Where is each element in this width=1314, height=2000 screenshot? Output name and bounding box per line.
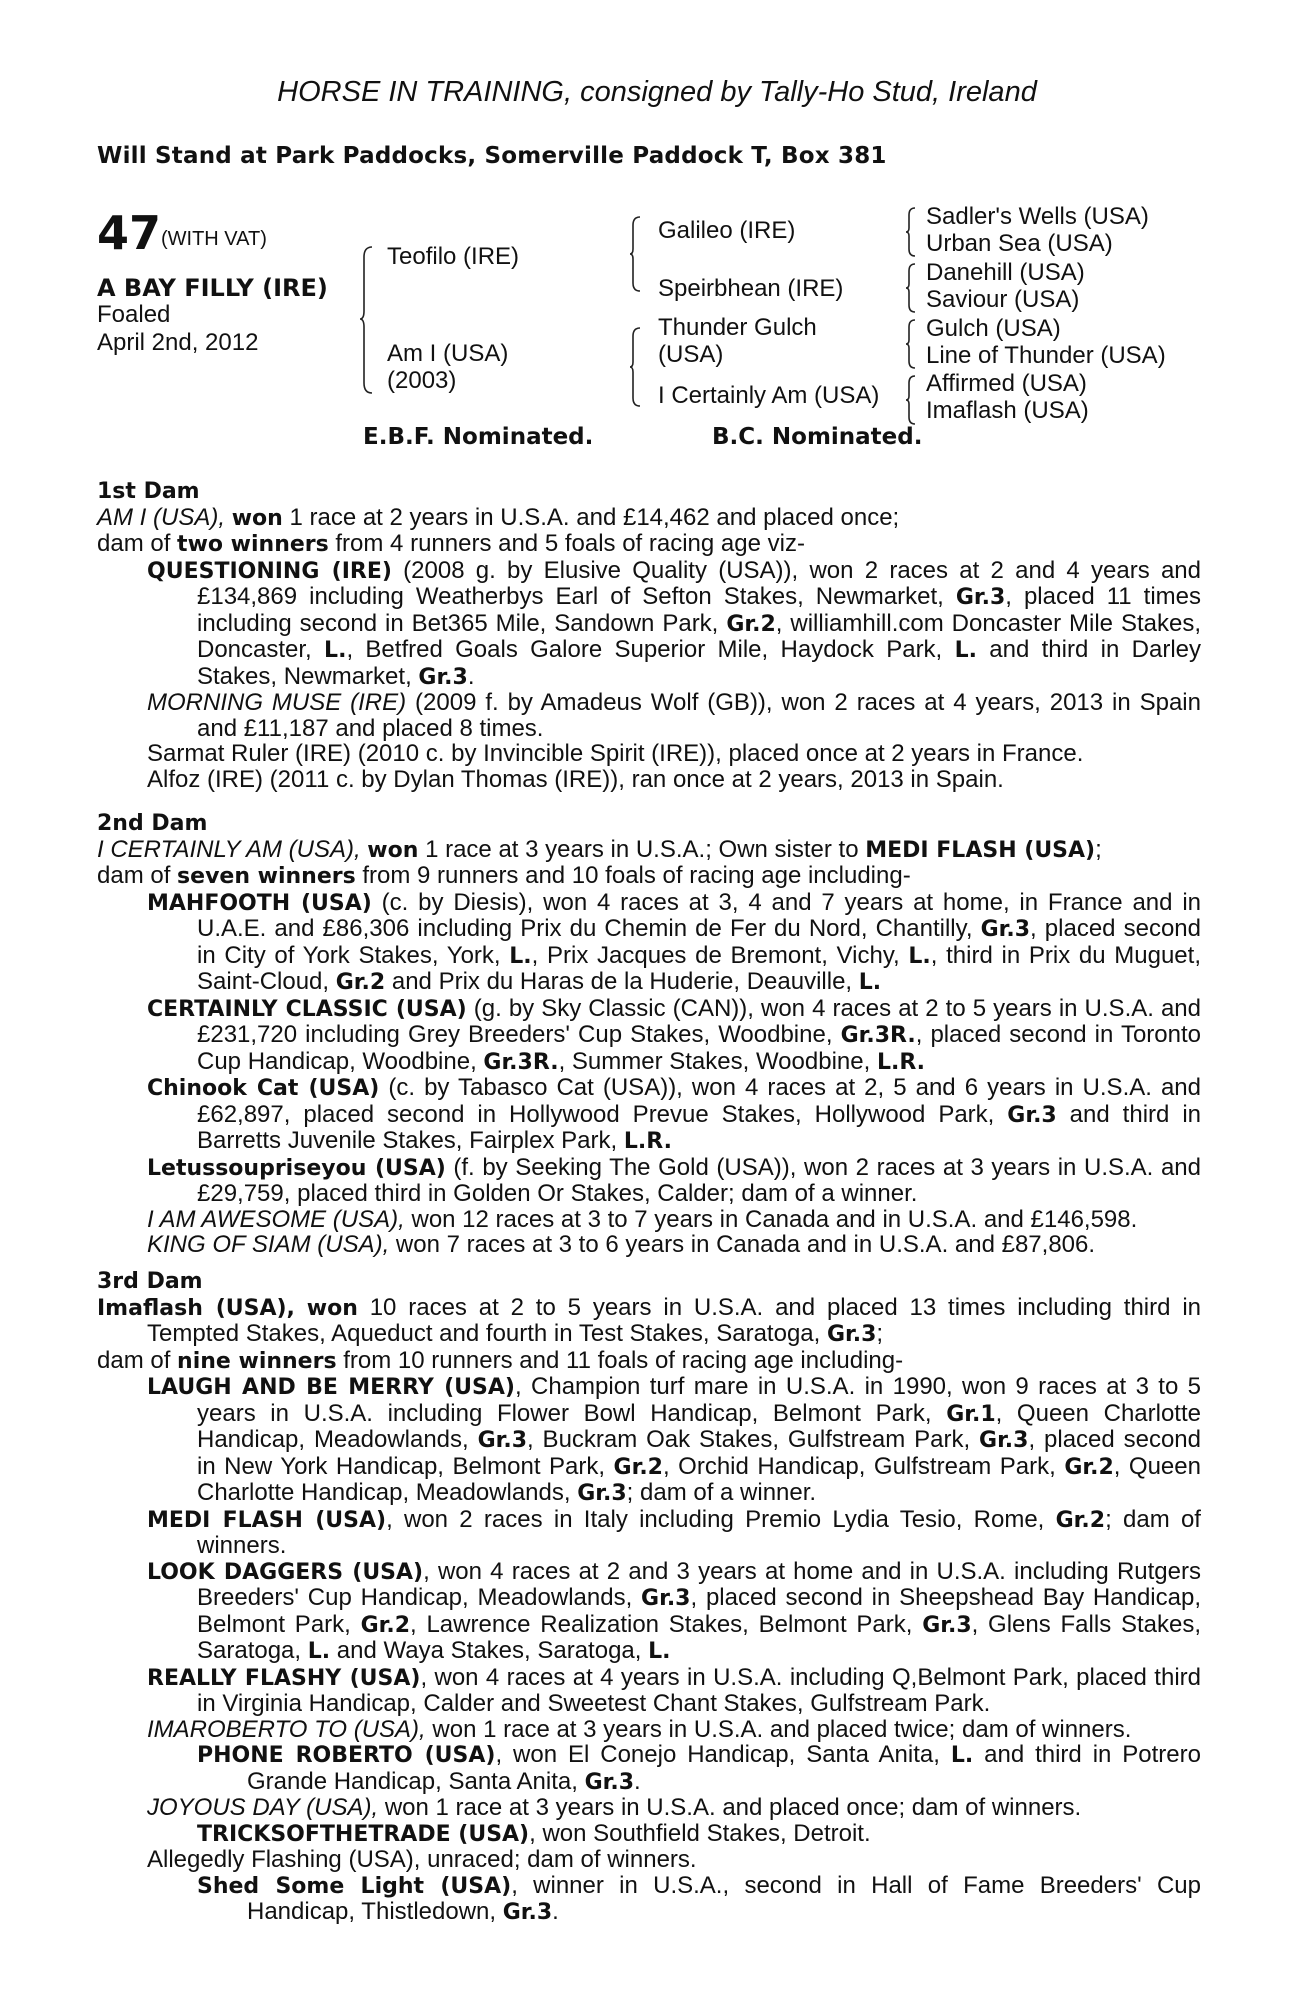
race-grade: Gr.3: [584, 1769, 634, 1795]
second-dam-record-end: ;: [1095, 835, 1102, 863]
race-grade: Gr.3: [826, 1322, 877, 1347]
progeny-text: , Glens Falls Stakes, Saratoga,: [197, 1610, 1201, 1664]
race-grade: Gr.3R.: [840, 1023, 916, 1048]
progeny-name: LOOK DAGGERS (USA): [147, 1559, 424, 1585]
second-dam-intro: [97, 837, 1201, 864]
pedigree-g3-3: Danehill (USA): [926, 259, 1085, 286]
second-dam-produce: [97, 863, 1201, 890]
progeny-text: , won El Conejo Handicap, Santa Anita,: [495, 1741, 951, 1768]
progeny-name: IMAROBERTO TO (USA),: [147, 1715, 426, 1743]
race-grade: Gr.3: [980, 917, 1031, 942]
first-dam-heading: 1st Dam: [97, 479, 200, 504]
pedigree-sire: Teofilo (IRE): [387, 243, 520, 270]
pedigree-bracket-g4: [906, 374, 920, 426]
progeny-name: I AM AWESOME (USA),: [147, 1205, 405, 1233]
race-grade: Gr.3: [502, 1900, 553, 1925]
pedigree-sire-dam: Speirbhean (IRE): [658, 275, 844, 302]
race-grade: L.: [950, 1743, 974, 1768]
progeny-text: , won 4 races at 2 and 3 years at home and in U.S.A. including Rutgers Breeders' Cup Handicap, Meadowlands,: [197, 1557, 1201, 1611]
first-dam-winners-count: two winners: [177, 532, 329, 557]
third-dam-progeny-1: [97, 1374, 1201, 1507]
pedigree-dam: [387, 340, 508, 394]
race-grade: Gr.2: [360, 1612, 411, 1638]
first-dam-intro: [97, 505, 1201, 532]
race-grade: L.: [908, 943, 931, 969]
pedigree-bracket-g1: [906, 206, 920, 258]
progeny-name: Chinook Cat (USA): [147, 1076, 380, 1101]
race-grade: Gr.3: [477, 1428, 528, 1453]
progeny-text: , Summer Stakes, Woodbine,: [558, 1047, 877, 1075]
race-grade: L.R.: [623, 1129, 672, 1154]
progeny-text: , placed second in Toronto Cup Handicap, Woodbine,: [197, 1021, 1202, 1075]
pedigree-bracket-gen1: [360, 245, 380, 395]
race-grade: L.: [954, 638, 977, 663]
progeny-text: , placed second in New York Handicap, Belmont Park,: [197, 1426, 1201, 1480]
second-dam-produce-prefix: dam of: [97, 862, 178, 889]
progeny-text: , Buckram Oak Stakes, Gulfstream Park,: [527, 1426, 980, 1453]
race-grade: Gr.3: [955, 585, 1006, 610]
race-grade: Gr.3: [577, 1481, 627, 1506]
foaled-info: [97, 301, 258, 357]
pedigree-g3-6: Line of Thunder (USA): [926, 342, 1166, 369]
progeny-text: won 1 race at 3 years in U.S.A. and placed once; dam of winners.: [378, 1794, 1082, 1821]
pedigree-g3-4: Saviour (USA): [926, 286, 1080, 313]
first-dam-progeny-2: [97, 690, 1201, 741]
second-dam-produce-rest: from 9 runners and 10 foals of racing age including-: [355, 862, 911, 889]
progeny-name: Shed Some Light (USA): [197, 1873, 512, 1899]
progeny-text: won 7 races at 3 to 6 years in Canada and in U.S.A. and £87,806.: [389, 1231, 1096, 1258]
third-dam-progeny-3: [97, 1559, 1201, 1665]
race-grade: Gr.3R.: [483, 1049, 559, 1075]
pedigree-g3-2: Urban Sea (USA): [926, 230, 1113, 257]
progeny-text: , Prix Jacques de Bremont, Vichy,: [531, 941, 909, 969]
progeny-text: , Champion turf mare in U.S.A. in 1990, won 9 races at 3 to 5 years in U.S.A. including Flower Bowl Handicap, Belmont Park,: [197, 1373, 1201, 1427]
pedigree-g3-5: Gulch (USA): [926, 315, 1061, 342]
pedigree-g3-1: Sadler's Wells (USA): [926, 203, 1149, 230]
second-dam-sister: MEDI FLASH (USA): [865, 837, 1096, 863]
progeny-text: , third in Prix du Muguet, Saint-Cloud,: [197, 941, 1201, 995]
race-grade: L.: [858, 970, 882, 995]
progeny-name: QUESTIONING (IRE): [147, 558, 392, 584]
second-dam-progeny-4: [97, 1155, 1201, 1207]
progeny-text: ; dam of winners.: [197, 1505, 1201, 1559]
pedigree-bracket-sire: [630, 215, 646, 293]
progeny-text: .: [467, 662, 475, 690]
progeny-text: , won Southfield Stakes, Detroit.: [529, 1819, 871, 1847]
third-dam-won: won: [306, 1295, 358, 1321]
pedigree-dam-sire-country: (USA): [658, 341, 724, 368]
second-dam-name: I CERTAINLY AM (USA),: [97, 835, 361, 863]
race-grade: L.R.: [876, 1049, 926, 1075]
pedigree-dam-dam: I Certainly Am (USA): [658, 382, 880, 409]
progeny-name: JOYOUS DAY (USA),: [147, 1794, 379, 1821]
pedigree-sire-sire: Galileo (IRE): [658, 217, 796, 244]
third-dam-intro: [97, 1295, 1201, 1348]
third-dam-record: 10 races at 2 to 5 years in U.S.A. and placed 13 times including third in Tempted Stakes, Aqueduct and fourth in Test Stakes, Saratoga,: [147, 1293, 1201, 1347]
progeny-text: , won 2 races in Italy including Premio Lydia Tesio, Rome,: [386, 1505, 1056, 1533]
third-dam-name: Imaflash (USA),: [97, 1295, 295, 1321]
pedigree-dam-name: Am I (USA): [387, 340, 509, 367]
progeny-text: , placed second in Sheepshead Bay Handicap, Belmont Park,: [197, 1584, 1201, 1638]
progeny-text: (c. by Diesis), won 4 races at 3, 4 and 7 years at home, in France and in U.A.E. and £86,306 including Prix du Chemin de Fer du Nord, Chantilly,: [197, 888, 1201, 942]
progeny-name: MAHFOOTH (USA): [147, 890, 372, 916]
progeny-text: , Lawrence Realization Stakes, Belmont Park,: [410, 1610, 923, 1638]
first-dam-progeny-3: Sarmat Ruler (IRE) (2010 c. by Invincible Spirit (IRE)), placed once at 2 years in France.: [147, 740, 1084, 767]
first-dam-produce: [97, 531, 1201, 558]
progeny-text: (f. by Seeking The Gold (USA)), won 2 races at 3 years in U.S.A. and £29,759, placed third in Golden Or Stakes, Calder; dam of a winner.: [197, 1153, 1201, 1207]
lot-description: A BAY FILLY (IRE): [97, 274, 328, 302]
second-dam-progeny-2: [97, 996, 1201, 1076]
vat-note: (WITH VAT): [161, 228, 267, 250]
ebf-nomination: E.B.F. Nominated.: [363, 424, 594, 450]
third-dam-produce-prefix: dam of: [97, 1346, 178, 1374]
race-grade: Gr.2: [1064, 1454, 1114, 1480]
progeny-text: (g. by Sky Classic (CAN)), won 4 races at 2 to 5 years in U.S.A. and £231,720 including Grey Breeders' Cup Stakes, Woodbine,: [197, 994, 1201, 1048]
second-dam-progeny-5: [97, 1207, 1201, 1233]
pedigree-bracket-g3: [906, 318, 920, 370]
progeny-name: TRICKSOFTHETRADE (USA): [197, 1821, 530, 1847]
progeny-name: PHONE ROBERTO (USA): [197, 1743, 496, 1768]
pedigree-dam-year: (2003): [387, 367, 457, 394]
progeny-text: , placed second in City of York Stakes, York,: [197, 915, 1201, 969]
race-grade: Gr.2: [613, 1454, 663, 1480]
race-grade: Gr.3: [1007, 1102, 1057, 1128]
pedigree-dam-sire-name: Thunder Gulch: [658, 314, 817, 341]
third-dam-progeny-2: [97, 1507, 1201, 1559]
foaled-label: Foaled: [97, 301, 171, 328]
pedigree-dam-sire: [658, 314, 817, 368]
bc-nomination: B.C. Nominated.: [712, 424, 923, 450]
progeny-text: won 12 races at 3 to 7 years in Canada and in U.S.A. and £146,598.: [404, 1205, 1138, 1233]
progeny-text: and Prix du Haras de la Huderie, Deauville,: [385, 968, 859, 995]
second-dam-winners-count: seven winners: [177, 864, 356, 889]
third-dam-produce-rest: from 10 runners and 11 foals of racing age including-: [336, 1346, 904, 1374]
race-grade: Gr.1: [946, 1401, 996, 1427]
progeny-text: and third in Potrero Grande Handicap, Santa Anita,: [247, 1741, 1201, 1795]
first-dam-won: won: [231, 505, 283, 531]
race-grade: Gr.3: [641, 1586, 691, 1611]
second-dam-progeny-1: [97, 890, 1201, 996]
progeny-text: won 1 race at 3 years in U.S.A. and placed twice; dam of winners.: [425, 1715, 1132, 1743]
first-dam-progeny-1: [97, 558, 1201, 691]
progeny-text: , Betfred Goals Galore Superior Mile, Haydock Park,: [346, 636, 955, 663]
progeny-name: LAUGH AND BE MERRY (USA): [147, 1375, 515, 1400]
progeny-text: , williamhill.com Doncaster Mile Stakes, Doncaster,: [197, 609, 1202, 663]
third-dam-progeny-7: Allegedly Flashing (USA), unraced; dam of winners.: [147, 1846, 697, 1873]
progeny-text: , won 4 races at 4 years in U.S.A. including Q,Belmont Park, placed third in Virginia Handicap, Calder and Sweetest Chant Stakes, Gulfstream Park.: [197, 1663, 1201, 1717]
third-dam-winners-count: nine winners: [177, 1348, 337, 1374]
progeny-text: and third in Barretts Juvenile Stakes, Fairplex Park,: [197, 1100, 1201, 1154]
progeny-text: (2008 g. by Elusive Quality (USA)), won 2 races at 2 and 4 years and £134,869 including Weatherbys Earl of Sefton Stakes, Newmarket,: [197, 556, 1201, 610]
first-dam-produce-rest: from 4 runners and 5 foals of racing age viz-: [328, 530, 805, 557]
progeny-name: MORNING MUSE (IRE): [147, 689, 407, 716]
progeny-text: , Queen Charlotte Handicap, Meadowlands,: [197, 1452, 1201, 1506]
lot-number: 47: [97, 206, 162, 260]
pedigree-bracket-g2: [906, 262, 920, 314]
progeny-text: , Orchid Handicap, Gulfstream Park,: [662, 1452, 1065, 1480]
first-dam-produce-prefix: dam of: [97, 530, 178, 557]
race-grade: L.: [307, 1639, 331, 1664]
third-dam-progeny-4: [97, 1665, 1201, 1717]
second-dam-heading: 2nd Dam: [97, 811, 208, 836]
third-dam-produce: [97, 1348, 1201, 1375]
third-dam-grandprogeny-1: [97, 1742, 1201, 1795]
foaled-date: April 2nd, 2012: [97, 329, 259, 356]
pedigree-g3-7: Affirmed (USA): [926, 370, 1087, 397]
stand-location: Will Stand at Park Paddocks, Somerville Paddock T, Box 381: [97, 143, 887, 169]
progeny-text: , Queen Charlotte Handicap, Meadowlands,: [197, 1399, 1201, 1453]
race-grade: Gr.3: [418, 664, 468, 690]
progeny-name: MEDI FLASH (USA): [147, 1507, 387, 1533]
progeny-name: Letussoupriseyou (USA): [147, 1155, 446, 1181]
race-grade: Gr.2: [335, 970, 386, 995]
third-dam-grandprogeny-2: [97, 1821, 1201, 1848]
second-dam-progeny-6: [97, 1232, 1201, 1258]
third-dam-record-end: ;: [876, 1320, 884, 1347]
race-grade: L.: [509, 943, 532, 969]
progeny-text: and third in Darley Stakes, Newmarket,: [197, 636, 1201, 690]
race-grade: Gr.2: [1055, 1507, 1106, 1533]
progeny-text: .: [634, 1767, 641, 1795]
race-grade: Gr.3: [979, 1428, 1029, 1453]
first-dam-progeny-4: Alfoz (IRE) (2011 c. by Dylan Thomas (IRE)), ran once at 2 years, 2013 in Spain.: [147, 765, 1004, 793]
second-dam-section: [97, 811, 1201, 1258]
progeny-text: , winner in U.S.A., second in Hall of Fame Breeders' Cup Handicap, Thistledown,: [247, 1871, 1202, 1925]
race-grade: L.: [648, 1639, 671, 1664]
race-grade: Gr.3: [922, 1612, 972, 1638]
first-dam-record: 1 race at 2 years in U.S.A. and £14,462 and placed once;: [282, 503, 900, 531]
third-dam-grandprogeny-3: [97, 1873, 1201, 1926]
race-grade: Gr.2: [726, 611, 776, 637]
progeny-text: (c. by Tabasco Cat (USA)), won 4 races at 2, 5 and 6 years in U.S.A. and £62,897, placed second in Hollywood Prevue Stakes, Hollywood Park,: [197, 1074, 1201, 1128]
third-dam-section: [97, 1269, 1201, 1926]
progeny-name: CERTAINLY CLASSIC (USA): [147, 996, 467, 1022]
first-dam-name: AM I (USA),: [97, 503, 226, 531]
third-dam-progeny-5: [97, 1717, 1201, 1743]
race-grade: L.: [324, 638, 347, 663]
progeny-text: and Waya Stakes, Saratoga,: [330, 1637, 649, 1664]
pedigree-g3-8: Imaflash (USA): [926, 397, 1089, 424]
third-dam-heading: 3rd Dam: [97, 1269, 203, 1294]
progeny-text: .: [552, 1898, 559, 1925]
first-dam-section: [97, 479, 1201, 792]
progeny-name: REALLY FLASHY (USA): [147, 1665, 421, 1691]
progeny-text: (2009 f. by Amadeus Wolf (GB)), won 2 races at 4 years, 2013 in Spain and £11,187 and placed 8 times.: [197, 689, 1201, 742]
progeny-text: , placed 11 times including second in Bet365 Mile, Sandown Park,: [197, 583, 1201, 637]
catalogue-header: HORSE IN TRAINING, consigned by Tally-Ho Stud, Ireland: [277, 76, 1037, 108]
progeny-name: KING OF SIAM (USA),: [147, 1231, 390, 1258]
progeny-text: ; dam of a winner.: [626, 1479, 817, 1506]
second-dam-record: 1 race at 3 years in U.S.A.; Own sister to: [418, 835, 866, 863]
third-dam-progeny-6: [97, 1795, 1201, 1821]
second-dam-progeny-3: [97, 1075, 1201, 1155]
second-dam-won: won: [367, 837, 419, 863]
pedigree-bracket-dam: [630, 326, 646, 408]
